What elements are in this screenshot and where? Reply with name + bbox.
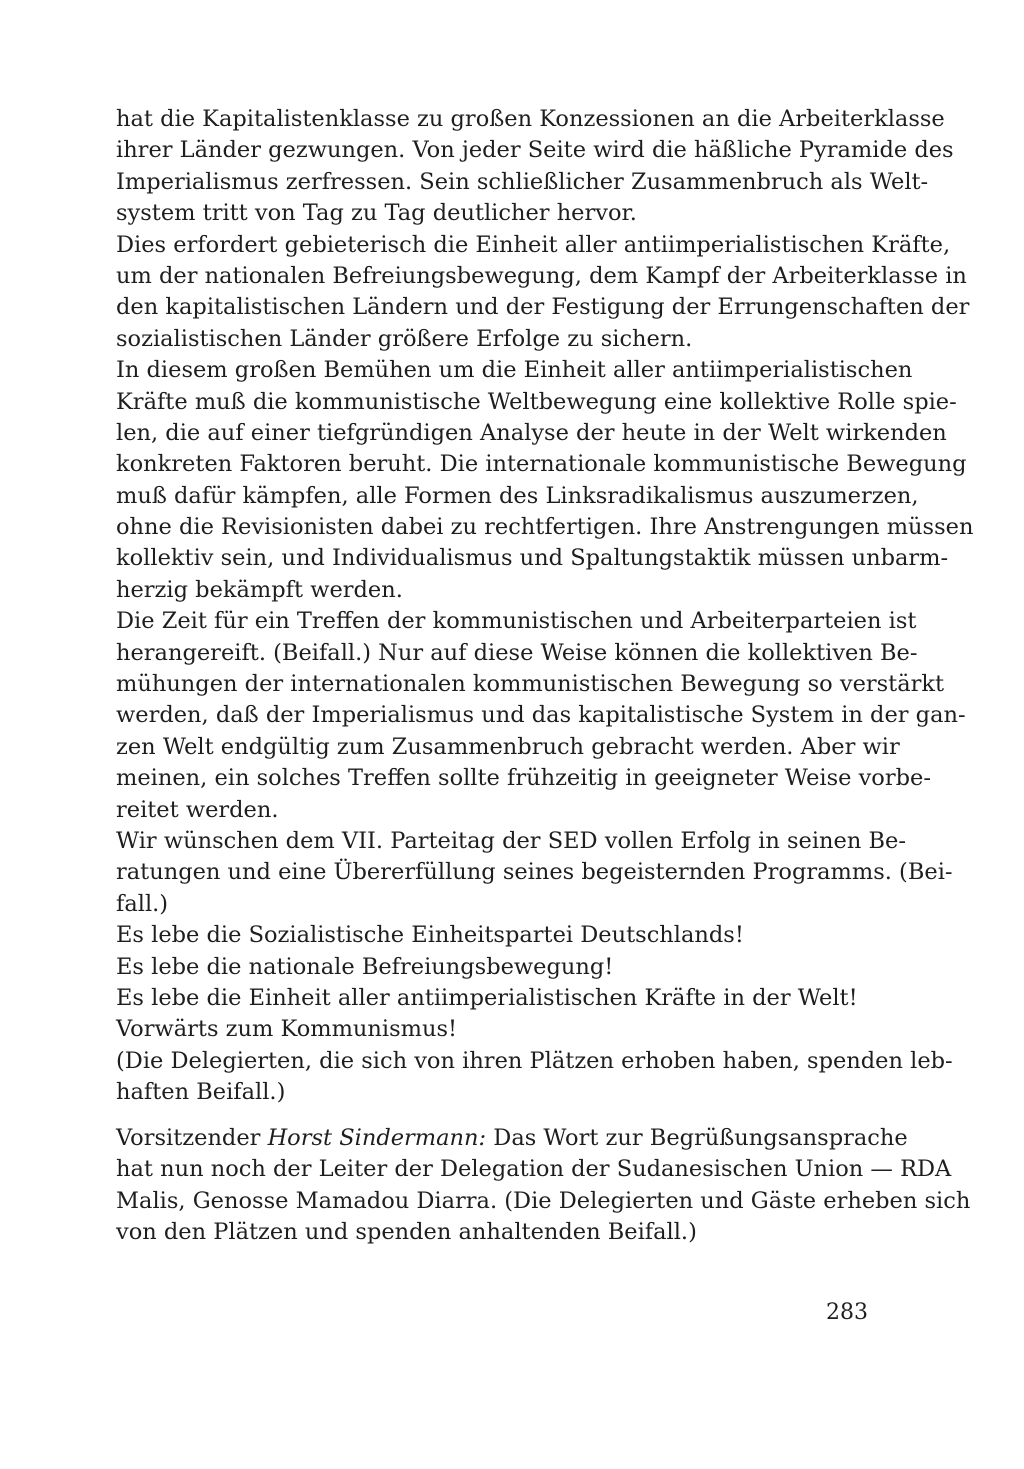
text-line: zen Welt endgültig zum Zusammenbruch gebracht werden. Aber wir	[116, 733, 900, 760]
text-line: Wir wünschen dem VII. Parteitag der SED vollen Erfolg in seinen Be-	[116, 827, 906, 854]
slogan-line: Es lebe die Einheit aller antiimperialistischen Kräfte in der Welt!	[116, 984, 858, 1011]
text-line: Dies erfordert gebieterisch die Einheit aller antiimperialistischen Kräfte,	[116, 231, 951, 258]
text-line: von den Plätzen und spenden anhaltenden Beifall.)	[116, 1219, 697, 1246]
text-line: um der nationalen Befreiungsbewegung, dem Kampf der Arbeiterklasse in	[116, 262, 967, 289]
stage-direction-line: (Die Delegierten, die sich von ihren Plätzen erhoben haben, spenden leb-	[116, 1047, 953, 1074]
text-line: mühungen der internationalen kommunistischen Bewegung so verstärkt	[116, 671, 945, 698]
slogan-line: Es lebe die Sozialistische Einheitspartei Deutschlands!	[116, 922, 744, 949]
text-line: werden, daß der Imperialismus und das kapitalistische System in der gan-	[116, 702, 966, 729]
stage-direction-line: haften Beifall.)	[116, 1079, 286, 1106]
main-text	[116, 104, 974, 1109]
text-line: ihrer Länder gezwungen. Von jeder Seite wird die häßliche Pyramide des	[116, 137, 954, 164]
text-line: Die Zeit für ein Treffen der kommunistischen und Arbeiterparteien ist	[116, 608, 917, 635]
text-line: ratungen und eine Übererfüllung seines begeisternden Programms. (Bei-	[116, 859, 953, 886]
text-line: hat nun noch der Leiter der Delegation der Sudanesischen Union — RDA	[116, 1156, 952, 1183]
text-line: system tritt von Tag zu Tag deutlicher hervor.	[116, 200, 637, 227]
text-line: In diesem großen Bemühen um die Einheit aller antiimperialistischen	[116, 357, 913, 384]
text-line: herzig bekämpft werden.	[116, 576, 403, 603]
closing-first-line-rest: Das Wort zur Begrüßungsansprache	[493, 1125, 908, 1151]
text-line: reitet werden.	[116, 796, 279, 823]
slogan-line: Vorwärts zum Kommunismus!	[116, 1016, 458, 1043]
text-line: fall.)	[116, 890, 169, 917]
text-line: len, die auf einer tiefgründigen Analyse der heute in der Welt wirkenden	[116, 419, 947, 446]
text-line: meinen, ein solches Treffen sollte frühzeitig in geeigneter Weise vorbe-	[116, 765, 931, 792]
text-line: den kapitalistischen Ländern und der Festigung der Errungenschaften der	[116, 294, 970, 321]
text-line: konkreten Faktoren beruht. Die internationale kommunistische Bewegung	[116, 451, 967, 478]
speaker-name: Horst Sindermann:	[267, 1125, 487, 1151]
closing-first-line	[116, 1123, 908, 1154]
slogan-line: Es lebe die nationale Befreiungsbewegung!	[116, 953, 614, 980]
closing-text	[116, 1123, 971, 1249]
speaker-role: Vorsitzender	[116, 1125, 261, 1151]
text-line: herangereift. (Beifall.) Nur auf diese Weise können die kollektiven Be-	[116, 639, 918, 666]
text-line: Imperialismus zerfressen. Sein schließlicher Zusammenbruch als Welt-	[116, 168, 929, 195]
text-line: ohne die Revisionisten dabei zu rechtfertigen. Ihre Anstrengungen müssen	[116, 514, 974, 541]
page-number: 283	[826, 1300, 868, 1325]
text-line: hat die Kapitalistenklasse zu großen Konzessionen an die Arbeiterklasse	[116, 106, 945, 132]
text-line: sozialistischen Länder größere Erfolge zu sichern.	[116, 325, 693, 352]
text-line: Malis, Genosse Mamadou Diarra. (Die Delegierten und Gäste erheben sich	[116, 1187, 971, 1214]
text-line: muß dafür kämpfen, alle Formen des Linksradikalismus auszumerzen,	[116, 482, 919, 509]
text-line: kollektiv sein, und Individualismus und Spaltungstaktik müssen unbarm-	[116, 545, 949, 572]
text-line: Kräfte muß die kommunistische Weltbewegung eine kollektive Rolle spie-	[116, 388, 957, 415]
